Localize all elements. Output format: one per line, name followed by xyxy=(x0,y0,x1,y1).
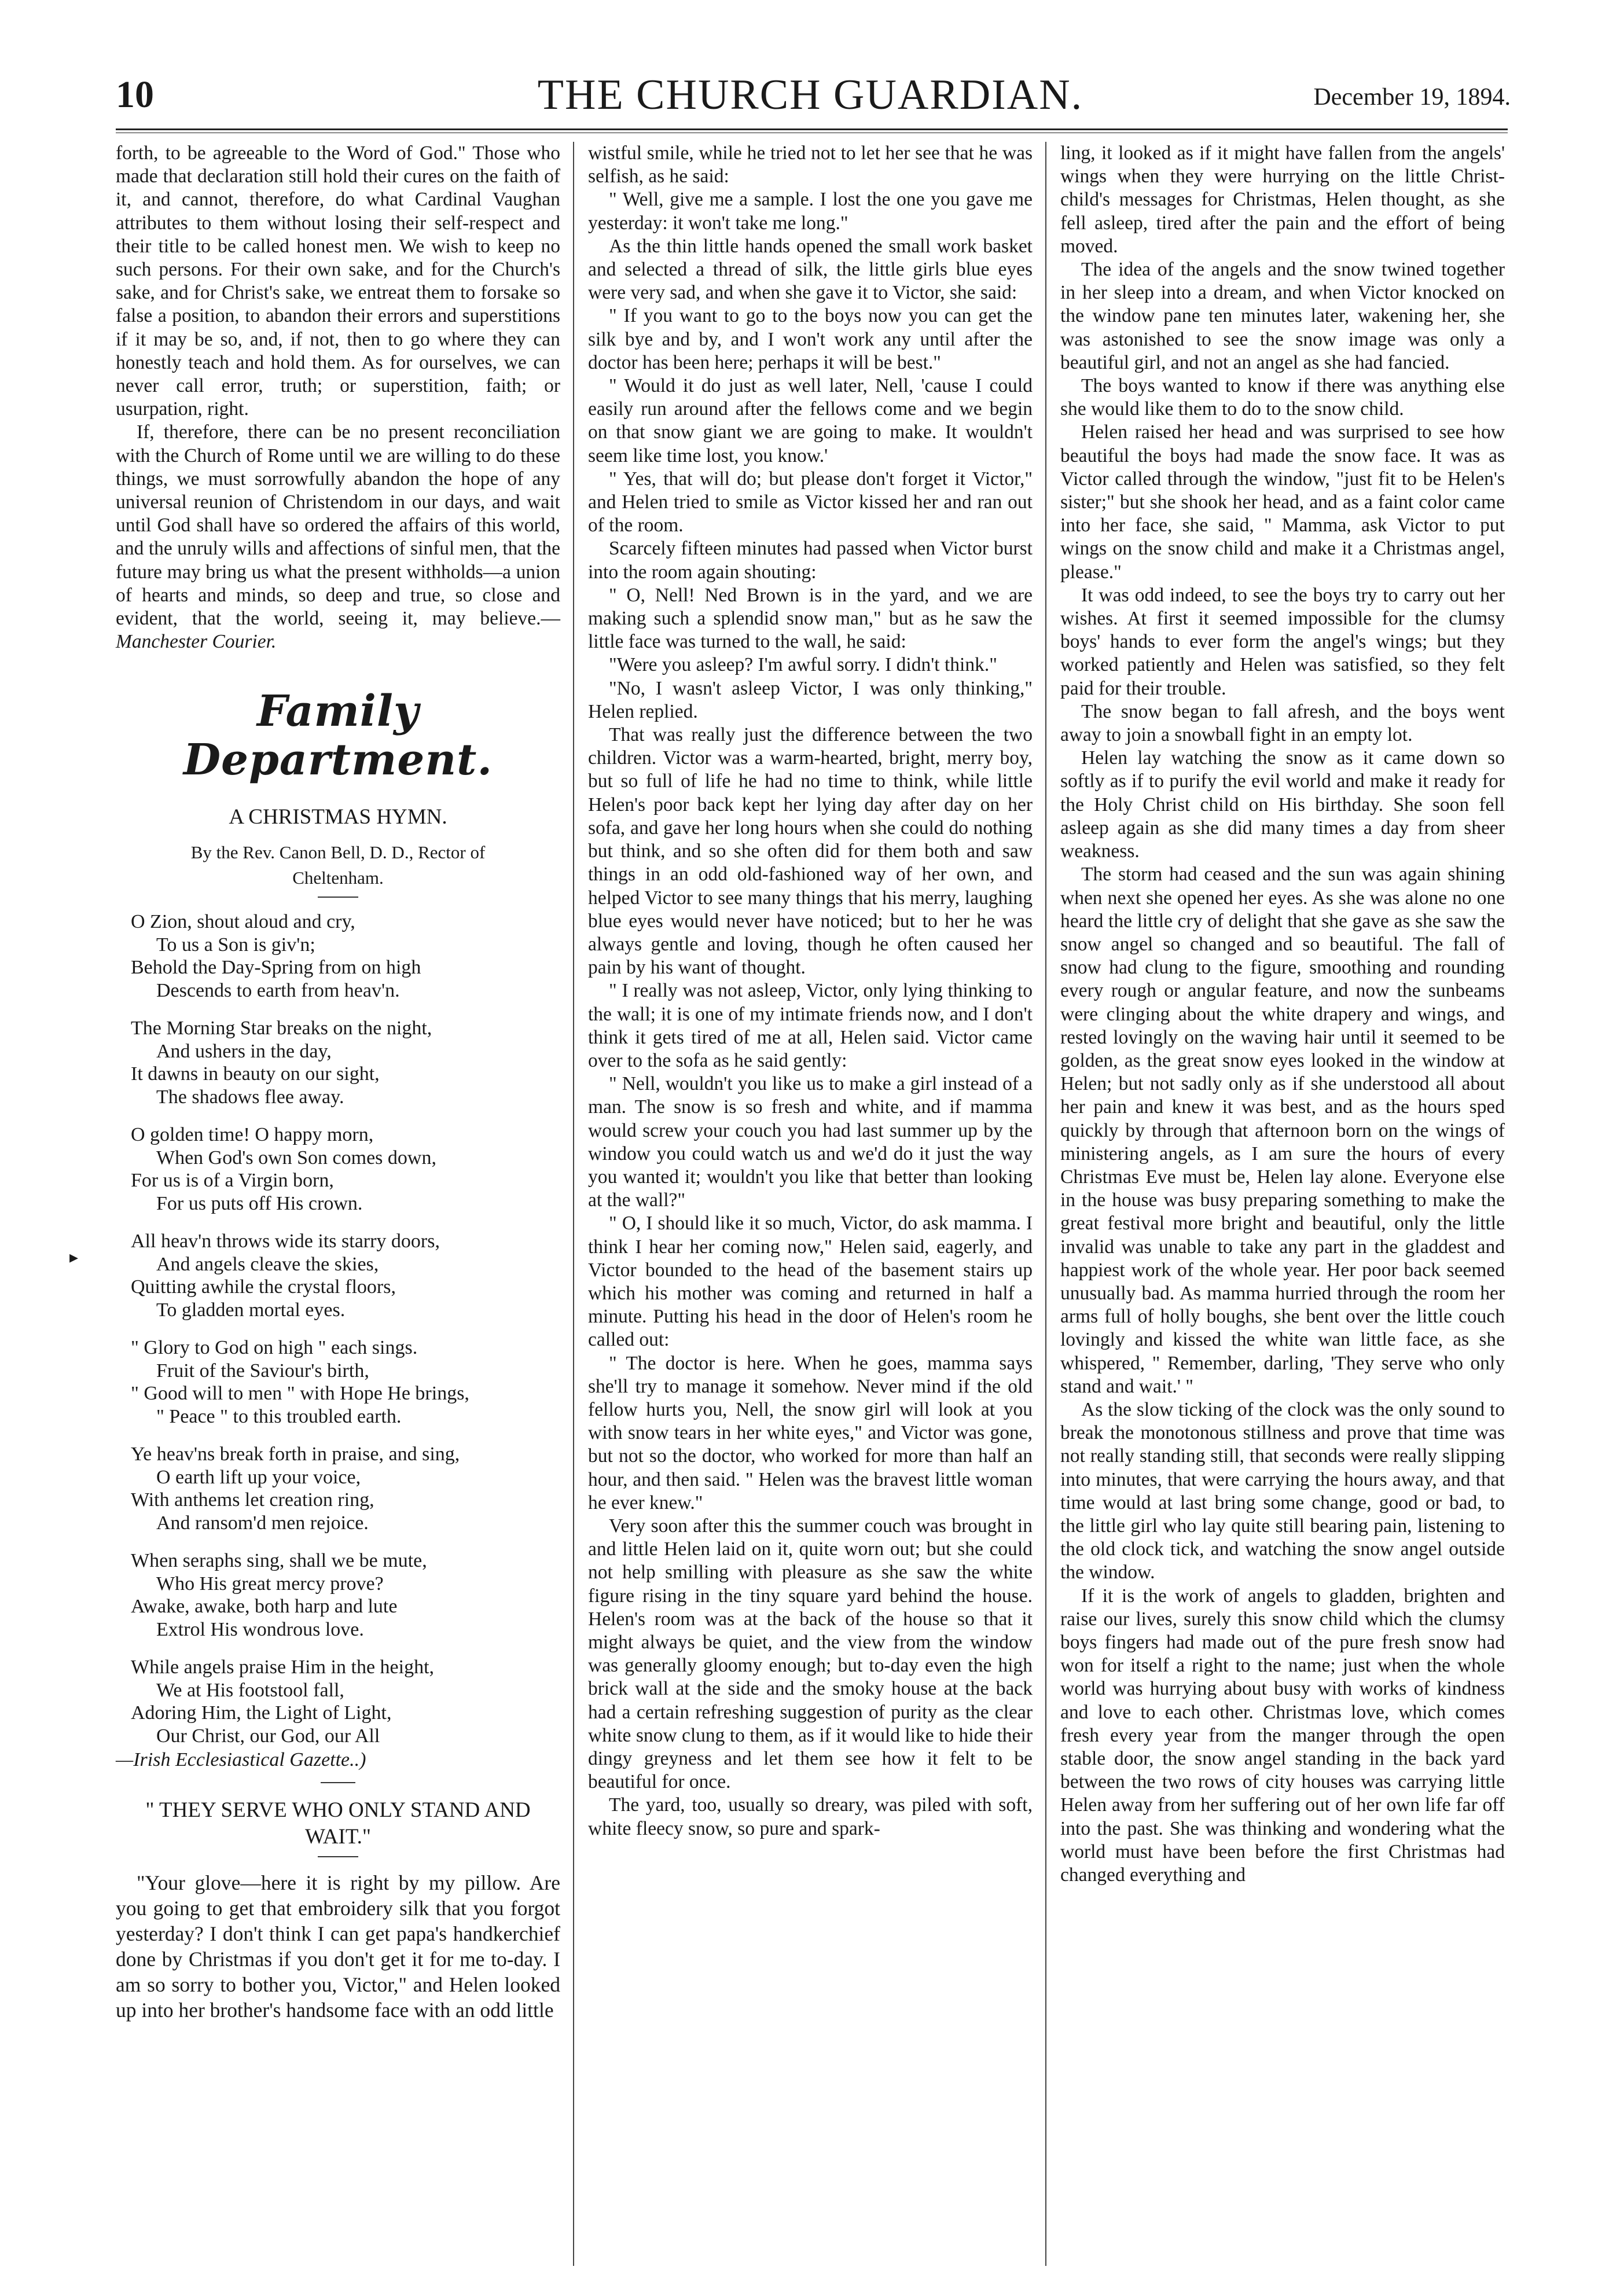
short-rule xyxy=(321,1782,355,1783)
hymn-title: A CHRISTMAS HYMN. xyxy=(229,805,447,829)
article-source: Manchester Courier. xyxy=(116,631,277,653)
story-paragraph: The storm had ceased and the sun was again shining when next she opened her eyes. As she was alone no one heard the little cry of delight that she gave as she saw the snow angel so changed and so beautiful. The fall of snow had clung to the figure, smoothing and rounding every rough or angular feature, and now the sunbeams were clinging about the white drapery and wings, and rested lovingly on the waving hair until it seemed to be golden, as the great snow eyes looked in the window at Helen; but not sadly only as if she understood all about her pain and knew it was best, and as the hours sped quickly by through that afternoon born on the wings of ministering angels, as I am sure the hours of every Christmas Eve must be, Helen lay alone. Everyone else in the house was busy preparing something to make the great festival more bright and beautiful, only the little invalid was unable to take any part in the gladdest and happiest work of the whole year. Her poor back seemed unusually bad. As mamma hurried through the room her arms full of holly boughs, she bent over the little couch lovingly and kissed the white wan little face, as she whispered, " Remember, darling, 'They serve who only stand and wait.' " xyxy=(1060,864,1505,1397)
story-paragraph: Scarcely fifteen minutes had passed when Victor burst into the room again shouting: xyxy=(588,538,1033,583)
header-rule xyxy=(116,128,1508,130)
hymn-stanza: When seraphs sing, shall we be mute, Who His great mercy prove? Awake, awake, both harp and lute Extrol His wondrous love. xyxy=(131,1550,427,1640)
hymn-stanza: Ye heav'ns break forth in praise, and sing, O earth lift up your voice, With anthems let creation ring, And ransom'd men rejoice. xyxy=(131,1443,460,1534)
column-divider-1 xyxy=(573,142,574,2266)
story-title: " THEY SERVE WHO ONLY STAND AND WAIT." xyxy=(145,1798,531,1849)
column-1 xyxy=(116,142,560,2023)
column-divider-2 xyxy=(1045,142,1046,2266)
story-paragraph: ling, it looked as if it might have fallen from the angels' wings when they were hurrying on the little Christ-child's messages for Christmas, Helen thought, as she fell asleep, tired after the pain and the effort of being moved. xyxy=(1060,142,1505,257)
hymn-stanza: O Zion, shout aloud and cry, To us a Son is giv'n; Behold the Day-Spring from on high Descends to earth from heav'n. xyxy=(131,911,421,1001)
section-heading-family-department: Family Department. xyxy=(183,686,493,785)
margin-mark-icon: ▸ xyxy=(69,1248,79,1267)
hymn-stanza: O golden time! O happy morn, When God's own Son comes down, For us is of a Virgin born, For us puts off His crown. xyxy=(131,1124,436,1214)
hymn-stanza: " Glory to God on high " each sings. Fruit of the Saviour's birth, " Good will to men " with Hope He brings, " Peace " to this troubled earth. xyxy=(131,1337,469,1427)
story-paragraph: As the thin little hands opened the small work basket and selected a thread of silk, the little girls blue eyes were very sad, and when she gave it to Victor, she said: xyxy=(588,235,1033,304)
newspaper-title: THE CHURCH GUARDIAN. xyxy=(537,71,1083,119)
story-paragraph: " Well, give me a sample. I lost the one you gave me yesterday: it won't take me long." xyxy=(588,189,1033,234)
masthead xyxy=(110,68,1511,120)
column-3 xyxy=(1060,142,1505,1887)
story-paragraph: The idea of the angels and the snow twined together in her sleep into a dream, and when Victor knocked on the window pane ten minutes later, wakening her, she was astonished to see the snow image was only a beautiful girl, and not an angel as she had fancied. xyxy=(1060,259,1505,373)
story-paragraph: As the slow ticking of the clock was the only sound to break the monotonous stillness and prove that time was not really standing still, that seconds were really slipping into minutes, that were carrying the hours away, and that time would at last bring some change, good or bad, to the little girl who lay quite still bearing pain, listening to the old clock tick, and watching the snow angel outside the window. xyxy=(1060,1398,1505,1584)
story-paragraph: Helen lay watching the snow as it came down so softly as if to purify the evil world and make it ready for the Holy Christ child on His birthday. She soon fell asleep again as she did many times a day from sheer weakness. xyxy=(1060,747,1505,862)
short-rule xyxy=(318,1856,358,1857)
article-paragraph: forth, to be agreeable to the Word of God." Those who made that declaration still hold their cures on the faith of it, and cannot, therefore, do what Cardinal Vaughan attributes to them without losing their self-respect and their title to be called honest men. We wish to keep no such persons. For their own sake, and for the Church's sake, and for Christ's sake, we entreat them to forsake so false a position, to abandon their errors and superstitions if it may be so, and, if not, then to go where they can honestly teach and hold them. As for ourselves, we can never call error, truth; or superstition, faith; or usurpation, right. xyxy=(116,142,560,420)
story-paragraph: " If you want to go to the boys now you can get the silk bye and by, and I won't work any until after the doctor has been here; perhaps it will be best." xyxy=(588,305,1033,373)
story-paragraph: "No, I wasn't asleep Victor, I was only thinking," Helen replied. xyxy=(588,677,1033,722)
story-paragraph: " O, I should like it so much, Victor, do ask mamma. I think I hear her coming now," Helen said, eagerly, and Victor bounded to the head of the basement stairs up which his mother was coming and returned in half a minute. Putting his head in the door of Helen's room he called out: xyxy=(588,1213,1033,1351)
story-paragraph: If it is the work of angels to gladden, brighten and raise our lives, surely this snow child which the clumsy boys fingers had made out of the pure fresh snow had won for itself a right to the name; just when the whole world was hurrying about busy with works of kindness and love to each other. Christmas love, which comes fresh every year from the manger through the open stable door, the snow angel standing in the back yard between the two rows of city houses was carrying little Helen away from her suffering out of her own life far off into the past. She was thinking and wondering what the world must have been before the first Christmas had changed everything and xyxy=(1060,1585,1505,1886)
story-paragraph: Very soon after this the summer couch was brought in and little Helen laid on it, quite worn out; but she could not help smilling with pleasure as she saw the white figure rising in the tiny square yard behind the house. Helen's room was at the back of the house so that it might always be quiet, and the view from the window was generally gloomy enough; but to-day even the high brick wall at the side and the smoky house at the back had a certain refreshing suggestion of purity as the clear white snow clung to them, as if it would like to hide their dingy greyness and let them see how it felt to be beautiful for once. xyxy=(588,1515,1033,1793)
short-rule xyxy=(318,897,358,898)
story-paragraph: The snow began to fall afresh, and the boys went away to join a snowball fight in an empty lot. xyxy=(1060,700,1505,746)
column-2 xyxy=(588,142,1033,1841)
story-paragraph: The yard, too, usually so dreary, was piled with soft, white fleecy snow, so pure and spark- xyxy=(588,1794,1033,1839)
story-paragraph: " Yes, that will do; but please don't forget it Victor," and Helen tried to smile as Victor kissed her and ran out of the room. xyxy=(588,468,1033,537)
story-paragraph: wistful smile, while he tried not to let her see that he was selfish, as he said: xyxy=(588,142,1033,188)
story-paragraph: " Nell, wouldn't you like us to make a girl instead of a man. The snow is so fresh and white, and if mamma would screw your couch you had last summer up by the window you could watch us and we'd do it just the way you wanted it; wouldn't you like that better than looking at the wall?" xyxy=(588,1073,1033,1211)
hymn-stanza: While angels praise Him in the height, We at His footstool fall, Adoring Him, the Light of Light, Our Christ, our God, our All xyxy=(131,1656,435,1747)
hymn-stanza: The Morning Star breaks on the night, And ushers in the day, It dawns in beauty on our sight, The shadows flee away. xyxy=(131,1017,432,1108)
page-number: 10 xyxy=(116,74,154,116)
issue-date: December 19, 1894. xyxy=(1313,84,1511,111)
hymn-stanza: All heav'n throws wide its starry doors, And angels cleave the skies, Quitting awhile the crystal floors, To gladden mortal eyes. xyxy=(131,1230,440,1321)
hymn-source: —Irish Ecclesiastical Gazette..) xyxy=(116,1749,366,1771)
story-paragraph: " The doctor is here. When he goes, mamma says she'll try to manage it somehow. Never mind if the old fellow hurts you, Nell, the snow girl will look at you with snow tears in her white eyes," and Victor was gone, but not so the doctor, who worked for more than half an hour, and then said. " Helen was the bravest little woman he ever knew." xyxy=(588,1352,1033,1513)
story-paragraph: " Would it do just as well later, Nell, 'cause I could easily run around after the fellows come and we begin on that snow giant we are going to make. It wouldn't seem like time lost, you know.' xyxy=(588,375,1033,466)
article-paragraph: If, therefore, there can be no present reconciliation with the Church of Rome until we are willing to do these things, we must sorrowfully abandon the hope of any universal reunion of Christendom in our days, and wait until God shall have so ordered the affairs of this world, and the unruly wills and affections of sinful men, that the future may bring us what the present withholds—a union of hearts and minds, so deep and true, so close and evident, that the world, seeing it, may believe.—Manchester Courier. xyxy=(116,421,560,653)
story-paragraph: " O, Nell! Ned Brown is in the yard, and we are making such a splendid snow man," but as he saw the little face was turned to the wall, he said: xyxy=(588,584,1033,653)
story-paragraph: It was odd indeed, to see the boys try to carry out her wishes. At first it seemed impossible for the clumsy boys' hands to ever form the angel's wings; but they worked patiently and Helen was satisfied, so they felt paid for their trouble. xyxy=(1060,584,1505,699)
story-paragraph: Helen raised her head and was surprised to see how beautiful the boys had made the snow face. It was as Victor called through the window, "just fit to be Helen's sister;" but she shook her head, and as a faint color came into her face, she said, " Mamma, ask Victor to put wings on the snow child and make it a Christmas angel, please." xyxy=(1060,421,1505,583)
story-paragraph: That was really just the difference between the two children. Victor was a warm-hearted, bright, merry boy, but so full of life he had no time to think, while little Helen's poor back kept her lying day after day on her sofa, and gave her long hours when she could do nothing but think, and so she often did for them both and saw things in an odd old-fashioned way of her own, and helped Victor to see many things that his merry, laughing blue eyes would never have noticed; but to her he was always gentle and loving, though he often caused her pain by his want of thought. xyxy=(588,724,1033,979)
hymn-byline: By the Rev. Canon Bell, D. D., Rector of Cheltenham. xyxy=(190,842,486,888)
story-paragraph: "Were you asleep? I'm awful sorry. I didn't think." xyxy=(609,654,997,676)
story-paragraph: The boys wanted to know if there was anything else she would like them to do to the snow child. xyxy=(1060,375,1505,420)
story-paragraph: " I really was not asleep, Victor, only lying thinking to the wall; it is one of my intimate friends now, and I don't think it gets tired of me at all, Helen said. Victor came over to the sofa as he said gently: xyxy=(588,980,1033,1071)
story-paragraph: "Your glove—here it is right by my pillow. Are you going to get that embroidery silk that you forgot yesterday? I don't think I can get papa's handkerchief done by Christmas if you don't get it for me to-day. I am so sorry to bother you, Victor," and Helen looked up into her brother's handsome face with an odd little xyxy=(116,1871,560,2022)
